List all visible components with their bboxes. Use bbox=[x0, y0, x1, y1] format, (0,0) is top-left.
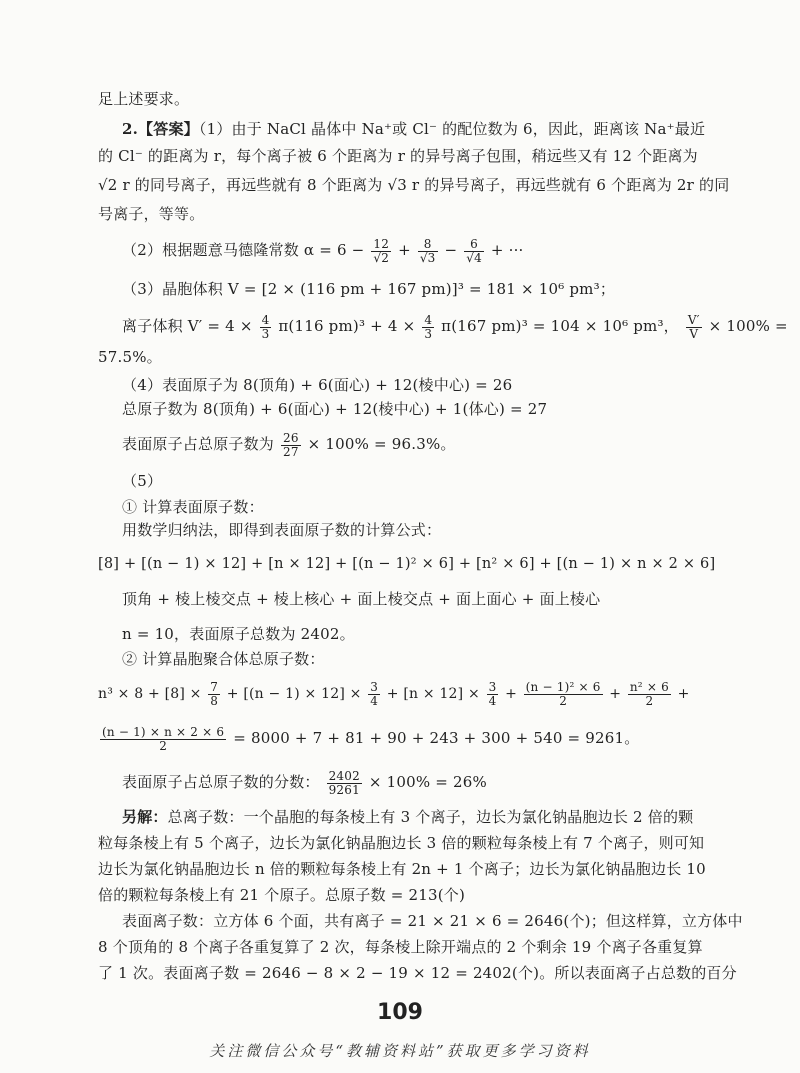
text-span: + bbox=[505, 686, 517, 702]
text-line: 粒每条棱上有 5 个离子，边长为氯化钠晶胞边长 3 倍的颗粒每条棱上有 7 个离子，则可知 bbox=[98, 834, 705, 852]
numerator: (n − 1)² × 6 bbox=[525, 679, 601, 694]
denominator: √4 bbox=[466, 250, 482, 265]
text-span: 表面原子占总原子数为 bbox=[122, 435, 275, 453]
text-line: （4）表面原子为 8(顶角) + 6(面心) + 12(棱中心) = 26 bbox=[122, 376, 513, 394]
text-span: × 100% = 26% bbox=[368, 773, 487, 791]
page-number: 109 bbox=[377, 1000, 423, 1025]
text-span: = 8000 + 7 + 81 + 90 + 243 + 300 + 540 = 9261。 bbox=[233, 729, 640, 747]
text-line: 表面离子数：立方体 6 个面，共有离子 = 21 × 21 × 6 = 2646(个)；但这样算，立方体中 bbox=[122, 912, 743, 930]
numerator: 6 bbox=[464, 238, 484, 252]
text-span: + bbox=[609, 686, 622, 702]
text-line: √2 r 的同号离子，再远些就有 8 个距离为 √3 r 的异号离子，再远些就有 6 个距离为 2r 的同 bbox=[98, 176, 730, 194]
text-line: 8 个顶角的 8 个离子各重复算了 2 次，每条棱上除开端点的 2 个剩余 19 个离子各重复算 bbox=[98, 938, 703, 956]
text-line: （5） bbox=[122, 472, 163, 490]
denominator: 4 bbox=[370, 693, 379, 708]
numerator: n² × 6 bbox=[629, 679, 669, 694]
fraction bbox=[208, 681, 220, 708]
fraction bbox=[281, 432, 301, 459]
formula-line: （2）根据题意马德隆常数 α = 6 − $\frac{12}{√2}$ + $\frac{8}{√3}$ − $\frac{6}{√4}$ + ··· bbox=[122, 236, 524, 265]
denominator: V bbox=[689, 326, 699, 341]
numerator: 8 bbox=[418, 238, 438, 252]
alt-solution-label: 另解： bbox=[122, 808, 168, 826]
numerator: 4 bbox=[424, 312, 433, 327]
fraction bbox=[422, 314, 434, 341]
text-span: × 100% = 96.3%。 bbox=[307, 435, 456, 453]
text-span: + ··· bbox=[490, 241, 524, 259]
denominator: 4 bbox=[488, 693, 497, 708]
denominator: √3 bbox=[419, 250, 436, 265]
numerator: 12 bbox=[371, 238, 391, 252]
fraction bbox=[524, 681, 603, 708]
numerator: 3 bbox=[488, 679, 497, 694]
formula-line bbox=[122, 426, 732, 462]
fraction bbox=[100, 726, 226, 753]
text-line: 顶角 + 棱上棱交点 + 棱上核心 + 面上棱交点 + 面上面心 + 面上棱心 bbox=[122, 590, 601, 608]
fraction bbox=[464, 238, 484, 265]
text-line: （3）晶胞体积 V = [2 × (116 pm + 167 pm)]³ = 181 × 10⁶ pm³； bbox=[122, 280, 616, 298]
fraction bbox=[260, 314, 272, 341]
text-span: + bbox=[677, 686, 690, 702]
denominator: √2 bbox=[373, 250, 390, 265]
text-span: + [(n − 1) × 12] × bbox=[226, 686, 362, 702]
fraction bbox=[418, 238, 438, 265]
numerator: V′ bbox=[687, 312, 700, 327]
denominator: 3 bbox=[261, 326, 270, 341]
text-line: 足上述要求。 bbox=[98, 90, 190, 108]
text-span: π(116 pm)³ + 4 × bbox=[278, 317, 416, 335]
numerator: (n − 1) × n × 2 × 6 bbox=[102, 724, 225, 739]
text-line: ② 计算晶胞聚合体总原子数： bbox=[122, 650, 325, 668]
answer-label: 2.【答案】 bbox=[122, 120, 199, 138]
fraction bbox=[628, 681, 671, 708]
text-span: π(167 pm)³ = 104 × 10⁶ pm³， bbox=[441, 317, 679, 335]
formula-line bbox=[122, 308, 788, 344]
fraction bbox=[368, 681, 380, 708]
text-line: 57.5%。 bbox=[98, 348, 162, 366]
text-line: 总原子数为 8(顶角) + 6(面心) + 12(棱中心) + 1(体心) = 27 bbox=[122, 400, 548, 418]
text-line: 号离子，等等。 bbox=[98, 205, 205, 223]
denominator: 8 bbox=[210, 693, 219, 708]
fraction bbox=[686, 314, 702, 341]
footer-watermark: 关注微信公众号“教辅资料站”获取更多学习资料 bbox=[209, 1042, 591, 1060]
denominator: 3 bbox=[424, 326, 433, 341]
text-span: 表面原子占总原子数的分数： bbox=[122, 773, 320, 791]
fraction bbox=[371, 238, 391, 265]
text-span: （1）由于 NaCl 晶体中 Na⁺或 Cl⁻ 的配位数为 6，因此，距离该 Na⁺最近 bbox=[198, 120, 706, 138]
numerator: 4 bbox=[261, 312, 270, 327]
text-span: 总离子数：一个晶胞的每条棱上有 3 个离子，边长为氯化钠晶胞边长 2 倍的颗 bbox=[167, 808, 694, 826]
denominator: 27 bbox=[282, 444, 299, 459]
text-span: + [n × 12] × bbox=[386, 686, 480, 702]
text-line: ① 计算表面原子数： bbox=[122, 498, 264, 516]
denominator: 2 bbox=[645, 693, 654, 708]
text-line: 了 1 次。表面离子数 = 2646 − 8 × 2 − 19 × 12 = 2402(个)。所以表面离子占总数的百分 bbox=[98, 964, 737, 982]
formula-line bbox=[122, 764, 732, 800]
text-line: 的 Cl⁻ 的距离为 r，每个离子被 6 个距离为 r 的异号离子包围，稍远些又有 12 个距离为 bbox=[98, 147, 698, 165]
denominator: 9261 bbox=[328, 782, 360, 797]
fraction bbox=[327, 770, 362, 797]
text-line: 倍的颗粒每条棱上有 21 个原子。总原子数 = 213(个) bbox=[98, 886, 466, 904]
denominator: 2 bbox=[159, 738, 168, 753]
formula-line: [8] + [(n − 1) × 12] + [n × 12] + [(n − 1)² × 6] + [n² × 6] + [(n − 1) × n × 2 × 6] bbox=[98, 556, 716, 572]
numerator: 26 bbox=[282, 430, 299, 445]
fraction bbox=[487, 681, 499, 708]
formula-line bbox=[98, 676, 708, 712]
text-line: 边长为氯化钠晶胞边长 n 倍的颗粒每条棱上有 2n + 1 个离子；边长为氯化钠晶胞边长 10 bbox=[98, 860, 706, 878]
text-line: 用数学归纳法，即得到表面原子数的计算公式： bbox=[122, 521, 442, 539]
text-line bbox=[122, 806, 732, 828]
formula-line bbox=[98, 720, 708, 756]
text-span: （2）根据题意马德隆常数 α = 6 − bbox=[122, 241, 365, 259]
text-line: n = 10，表面原子总数为 2402。 bbox=[122, 625, 355, 643]
text-span: × 100% = bbox=[708, 317, 788, 335]
text-span: n³ × 8 + [8] × bbox=[98, 686, 202, 702]
denominator: 2 bbox=[559, 693, 568, 708]
answer-line bbox=[122, 118, 732, 140]
numerator: 3 bbox=[370, 679, 379, 694]
numerator: 7 bbox=[210, 679, 219, 694]
text-span: 离子体积 V′ = 4 × bbox=[122, 317, 253, 335]
numerator: 2402 bbox=[328, 768, 360, 783]
